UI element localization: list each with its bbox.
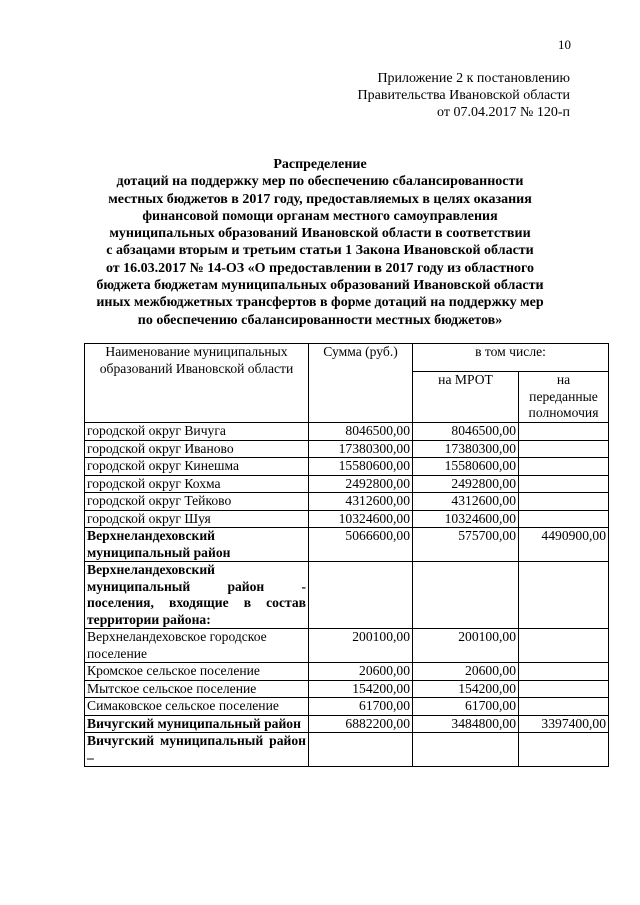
row-delegated-cell: [519, 680, 609, 698]
row-delegated-cell: [519, 440, 609, 458]
title-line: муниципальных образований Ивановской области в соответствии: [109, 226, 531, 242]
row-sum-cell: 5066600,00: [309, 528, 413, 562]
row-delegated-cell: [519, 493, 609, 511]
header-mrot: на МРОТ: [413, 372, 519, 423]
table-row: [85, 680, 609, 698]
title-line: от 16.03.2017 № 14-ОЗ «О предоставлении в 2017 году из областного: [105, 260, 535, 276]
row-sum-cell: 200100,00: [309, 629, 413, 663]
row-name-cell: городской округ Тейково: [85, 493, 309, 511]
table-row: [85, 493, 609, 511]
distribution-table: [84, 343, 609, 767]
title-line: иных межбюджетных трансфертов в форме дотаций на поддержку мер: [96, 295, 544, 311]
title-line: с абзацами вторым и третьим статьи 1 Закона Ивановской области: [106, 243, 534, 259]
row-name-cell: городской округ Кохма: [85, 475, 309, 493]
row-mrot-cell: 61700,00: [413, 698, 519, 716]
row-sum-cell: 61700,00: [309, 698, 413, 716]
row-mrot-cell: 20600,00: [413, 663, 519, 681]
row-delegated-cell: [519, 698, 609, 716]
row-mrot-cell: 17380300,00: [413, 440, 519, 458]
row-delegated-cell: [519, 510, 609, 528]
row-name-cell: городской округ Вичуга: [85, 423, 309, 441]
row-delegated-cell: [519, 663, 609, 681]
title-line: Распределение: [273, 157, 367, 172]
header-including: в том числе:: [413, 344, 609, 372]
row-sum-cell: [309, 562, 413, 629]
row-delegated-cell: [519, 423, 609, 441]
table-row: [85, 562, 609, 629]
row-name-cell: Верхнеландеховское городское поселение: [85, 629, 309, 663]
row-name-cell: Мытское сельское поселение: [85, 680, 309, 698]
row-delegated-cell: [519, 629, 609, 663]
table-row: [85, 663, 609, 681]
row-sum-cell: 10324600,00: [309, 510, 413, 528]
table-row: [85, 458, 609, 476]
row-mrot-cell: 154200,00: [413, 680, 519, 698]
header-name: Наименование муниципальных образований Ивановской области: [85, 344, 309, 423]
row-sum-cell: 2492800,00: [309, 475, 413, 493]
row-sum-cell: 20600,00: [309, 663, 413, 681]
row-name-cell: Вичугский муниципальный район –: [85, 733, 309, 767]
row-name-cell: городской округ Шуя: [85, 510, 309, 528]
row-sum-cell: 154200,00: [309, 680, 413, 698]
table-row: [85, 698, 609, 716]
row-name-cell: Верхнеландеховский муниципальный район - поселения, входящие в состав территории района:: [85, 562, 309, 629]
document-title: [60, 156, 580, 329]
appendix-line-2: Правительства Ивановской области: [357, 88, 570, 103]
appendix-reference: [358, 70, 570, 121]
table-row: [85, 423, 609, 441]
row-sum-cell: 6882200,00: [309, 715, 413, 733]
table-row: [85, 475, 609, 493]
row-mrot-cell: 4312600,00: [413, 493, 519, 511]
table-row: [85, 733, 609, 767]
table-row: [85, 629, 609, 663]
header-sum: Сумма (руб.): [309, 344, 413, 423]
row-sum-cell: 8046500,00: [309, 423, 413, 441]
row-sum-cell: 15580600,00: [309, 458, 413, 476]
row-name-cell: городской округ Иваново: [85, 440, 309, 458]
row-mrot-cell: 200100,00: [413, 629, 519, 663]
row-sum-cell: 17380300,00: [309, 440, 413, 458]
row-delegated-cell: 4490900,00: [519, 528, 609, 562]
title-line: по обеспечению сбалансированности местных бюджетов»: [137, 312, 503, 328]
table-row: [85, 715, 609, 733]
table-row: [85, 528, 609, 562]
title-line: финансовой помощи органам местного самоуправления: [142, 208, 498, 224]
title-line: бюджета бюджетам муниципальных образований Ивановской области: [96, 278, 544, 294]
row-name-cell: Верхнеландеховский муниципальный район: [85, 528, 309, 562]
row-name-cell: Симаковское сельское поселение: [85, 698, 309, 716]
table-row: [85, 440, 609, 458]
row-delegated-cell: [519, 733, 609, 767]
row-name-cell: Кромское сельское поселение: [85, 663, 309, 681]
row-mrot-cell: 10324600,00: [413, 510, 519, 528]
table-row: [85, 510, 609, 528]
row-mrot-cell: [413, 733, 519, 767]
appendix-line-1: Приложение 2 к постановлению: [377, 71, 570, 86]
row-mrot-cell: 2492800,00: [413, 475, 519, 493]
page-number: 10: [558, 37, 571, 52]
row-delegated-cell: [519, 562, 609, 629]
appendix-line-3: от 07.04.2017 № 120-п: [437, 105, 570, 120]
row-mrot-cell: 15580600,00: [413, 458, 519, 476]
header-delegated: на переданные полномочия: [519, 372, 609, 423]
title-line: местных бюджетов в 2017 году, предоставляемых в целях оказания: [108, 191, 532, 207]
title-line: дотаций на поддержку мер по обеспечению сбалансированности: [116, 174, 524, 190]
row-sum-cell: [309, 733, 413, 767]
row-mrot-cell: 575700,00: [413, 528, 519, 562]
row-sum-cell: 4312600,00: [309, 493, 413, 511]
row-delegated-cell: [519, 475, 609, 493]
row-name-cell: городской округ Кинешма: [85, 458, 309, 476]
table-header-row: [85, 344, 609, 372]
row-delegated-cell: 3397400,00: [519, 715, 609, 733]
row-name-cell: Вичугский муниципальный район: [85, 715, 309, 733]
row-mrot-cell: 3484800,00: [413, 715, 519, 733]
row-mrot-cell: 8046500,00: [413, 423, 519, 441]
row-delegated-cell: [519, 458, 609, 476]
row-mrot-cell: [413, 562, 519, 629]
